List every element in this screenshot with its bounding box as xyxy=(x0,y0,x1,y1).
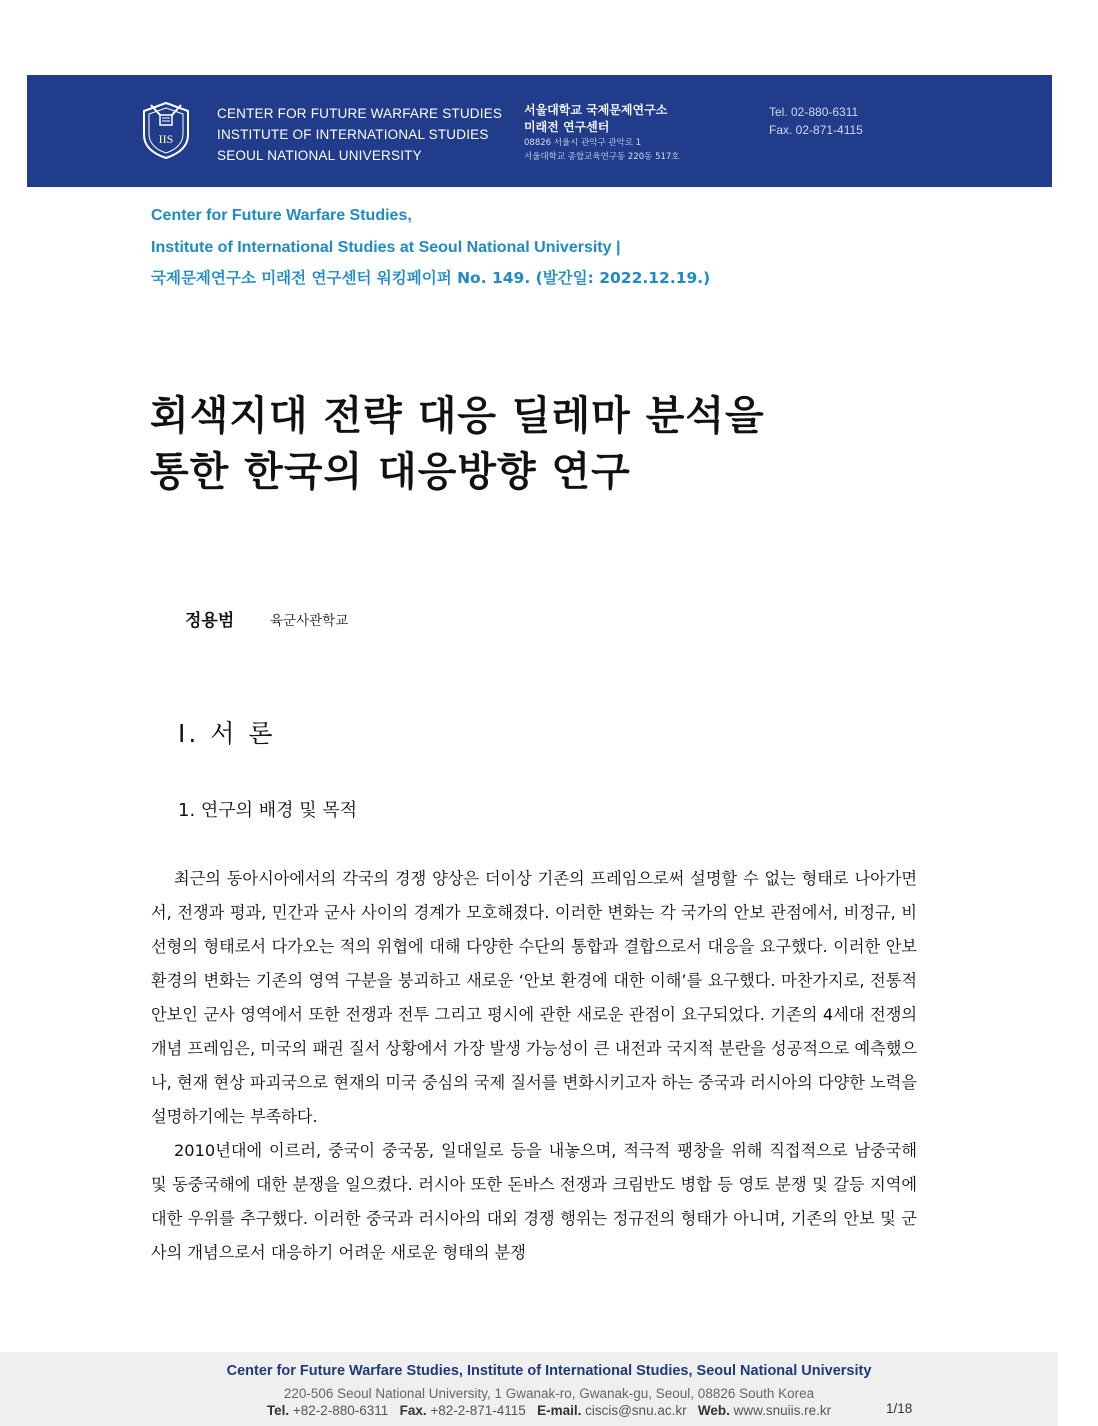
subsection-heading: 1. 연구의 배경 및 목적 xyxy=(178,800,358,821)
footer-fax-label: Fax. xyxy=(399,1403,427,1418)
footer-address: 220-506 Seoul National University, 1 Gwanak-ro, Gwanak-gu, Seoul, 08826 South Korea xyxy=(283,1386,815,1401)
paragraph: 최근의 동아시아에서의 각국의 경쟁 양상은 더이상 기존의 프레임으로써 설명할 수 없는 형태로 나아가면서, 전쟁과 평과, 민간과 군사 사이의 경계가 모호해졌다. 이러한 변화는 각 국가의 안보 관점에서, 비정규, 비선형의 형태로서 다가오는 적의 위협에 대해 다양한 수단의 통합과 결합으로서 대응을 요구했다. 이러한 안보 환경의 변화는 기존의 영역 구분을 붕괴하고 새로운 ‘안보 환경에 대한 이해’를 요구했다. 마찬가지로, 전통적 안보인 군사 영역에서 또한 전쟁과 전투 그리고 평시에 관한 새로운 관점이 요구되었다. 기존의 4세대 전쟁의 개념 프레임은, 미국의 패권 질서 상황에서 가장 발생 가능성이 큰 내전과 국지적 분란을 성공적으로 예측했으나, 현재 현상 파괴국으로 현재의 미국 중심의 국제 질서를 변화시키고자 하는 중국과 러시아의 다양한 노력을 설명하기에는 부족하다. xyxy=(151,869,917,1126)
author-name: 정용범 xyxy=(185,611,235,631)
header-fax: Fax. 02-871-4115 xyxy=(769,123,863,137)
header-contact xyxy=(769,103,863,139)
footer-fax: +82-2-871-4115 xyxy=(430,1403,526,1418)
institute-english-name xyxy=(217,103,502,166)
english-line-institute: INSTITUTE OF INTERNATIONAL STUDIES xyxy=(217,127,489,142)
footer-web-link[interactable]: www.snuiis.re.kr xyxy=(733,1403,832,1418)
korean-address-line-1: 08826 서울시 관악구 관악로 1 xyxy=(524,138,642,148)
footer-email-link[interactable]: ciscis@snu.ac.kr xyxy=(585,1403,687,1418)
institute-korean-block xyxy=(524,102,680,164)
author-affiliation: 육군사관학교 xyxy=(270,613,349,629)
iis-emblem-logo xyxy=(138,101,194,159)
footer-email-label: E-mail. xyxy=(537,1403,582,1418)
body-text xyxy=(151,862,917,1270)
header-tel: Tel. 02-880-6311 xyxy=(769,105,859,119)
section-heading: Ⅰ. 서 론 xyxy=(178,719,276,748)
publication-line-2: Institute of International Studies at Seoul National University | xyxy=(151,238,621,256)
footer-institute-name: Center for Future Warfare Studies, Institute of International Studies, Seoul National University xyxy=(226,1363,872,1379)
footer-tel: +82-2-880-6311 xyxy=(292,1403,389,1418)
footer-web-label: Web. xyxy=(697,1403,730,1418)
footer-tel-label: Tel. xyxy=(266,1403,290,1418)
english-line-university: SEOUL NATIONAL UNIVERSITY xyxy=(217,148,422,163)
korean-title-line-2: 미래전 연구센터 xyxy=(524,120,610,134)
logo-text: IIS xyxy=(158,132,174,146)
publication-line-3: 국제문제연구소 미래전 연구센터 워킹페이퍼 No. 149. (발간일: 2022.12.19.) xyxy=(151,269,711,287)
publication-info xyxy=(151,200,710,295)
paragraph: 2010년대에 이르러, 중국이 중국몽, 일대일로 등을 내놓으며, 적극적 팽창을 위해 직접적으로 남중국해 및 동중국해에 대한 분쟁을 일으켰다. 러시아 또한 돈바스 전쟁과 크림반도 병합 등 영토 분쟁 및 갈등 지역에 대한 우위를 추구했다. 이러한 중국과 러시아의 대외 경쟁 행위는 정규전의 형태가 아니며, 기존의 안보 및 군사의 개념으로서 대응하기 어려운 새로운 형태의 분쟁 xyxy=(151,1141,917,1262)
header-banner xyxy=(27,75,1052,187)
footer-contact xyxy=(0,1403,1098,1418)
title-line-2: 통한 한국의 대응방향 연구 xyxy=(150,449,631,495)
english-line-center: CENTER FOR FUTURE WARFARE STUDIES xyxy=(217,106,503,121)
title-line-1: 회색지대 전략 대응 딜레마 분석을 xyxy=(150,393,765,439)
page-number: 1/18 xyxy=(886,1401,913,1416)
paper-title xyxy=(150,388,765,500)
korean-title-line-1: 서울대학교 국제문제연구소 xyxy=(524,103,668,117)
publication-line-1: Center for Future Warfare Studies, xyxy=(151,207,412,224)
korean-address-line-2: 서울대학교 종합교육연구동 220동 517호 xyxy=(524,152,680,162)
